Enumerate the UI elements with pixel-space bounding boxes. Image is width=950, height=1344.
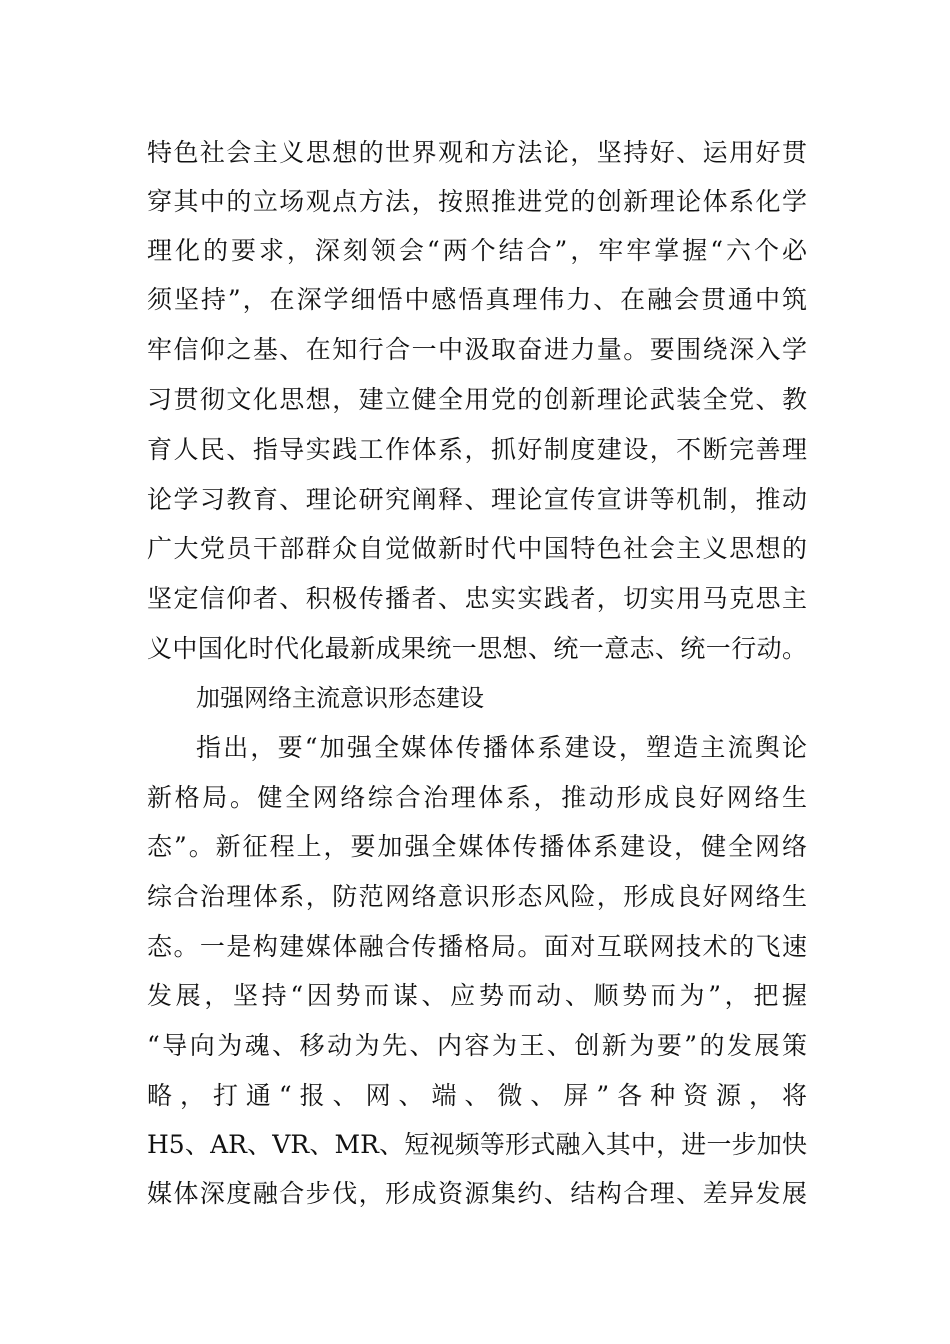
paragraph-line: “导向为魂、移动为先、内容为王、创新为要”的发展策 xyxy=(147,1031,807,1060)
paragraph-line: 论学习教育、理论研究阐释、理论宣传宣讲等机制，推动 xyxy=(147,485,807,514)
paragraph-line: 广大党员干部群众自觉做新时代中国特色社会主义思想的 xyxy=(147,534,807,563)
paragraph-line: 综合治理体系，防范网络意识形态风险，形成良好网络生 xyxy=(147,882,807,911)
paragraph-line: H5、AR、VR、MR、短视频等形式融入其中，进一步加快 xyxy=(147,1130,807,1159)
paragraph-line: 态。一是构建媒体融合传播格局。面对互联网技术的飞速 xyxy=(147,932,807,961)
paragraph-line: 牢信仰之基、在知行合一中汲取奋进力量。要围绕深入学 xyxy=(147,335,807,364)
paragraph-line: 育人民、指导实践工作体系，抓好制度建设，不断完善理 xyxy=(147,435,807,464)
paragraph-line: 须坚持”，在深学细悟中感悟真理伟力、在融会贯通中筑 xyxy=(147,285,807,314)
paragraph-line: 略，打通“报、网、端、微、屏”各种资源，将 xyxy=(147,1081,807,1110)
paragraph-line: 穿其中的立场观点方法，按照推进党的创新理论体系化学 xyxy=(147,187,807,216)
paragraph-line: 习贯彻文化思想，建立健全用党的创新理论武装全党、教 xyxy=(147,385,807,414)
paragraph-line: 义中国化时代化最新成果统一思想、统一意志、统一行动。 xyxy=(147,634,807,663)
section-heading: 加强网络主流意识形态建设 xyxy=(196,684,484,712)
paragraph-line: 媒体深度融合步伐，形成资源集约、结构合理、差异发展 xyxy=(147,1179,807,1208)
paragraph-line: 发展，坚持“因势而谋、应势而动、顺势而为”，把握 xyxy=(147,981,807,1010)
paragraph-line: 特色社会主义思想的世界观和方法论，坚持好、运用好贯 xyxy=(147,138,807,167)
paragraph-line: 指出，要“加强全媒体传播体系建设，塑造主流舆论 xyxy=(196,733,807,762)
paragraph-line: 理化的要求，深刻领会“两个结合”，牢牢掌握“六个必 xyxy=(147,236,807,265)
paragraph-line: 新格局。健全网络综合治理体系，推动形成良好网络生 xyxy=(147,783,807,812)
paragraph-line: 坚定信仰者、积极传播者、忠实实践者，切实用马克思主 xyxy=(147,584,807,613)
paragraph-line: 态”。新征程上，要加强全媒体传播体系建设，健全网络 xyxy=(147,832,807,861)
